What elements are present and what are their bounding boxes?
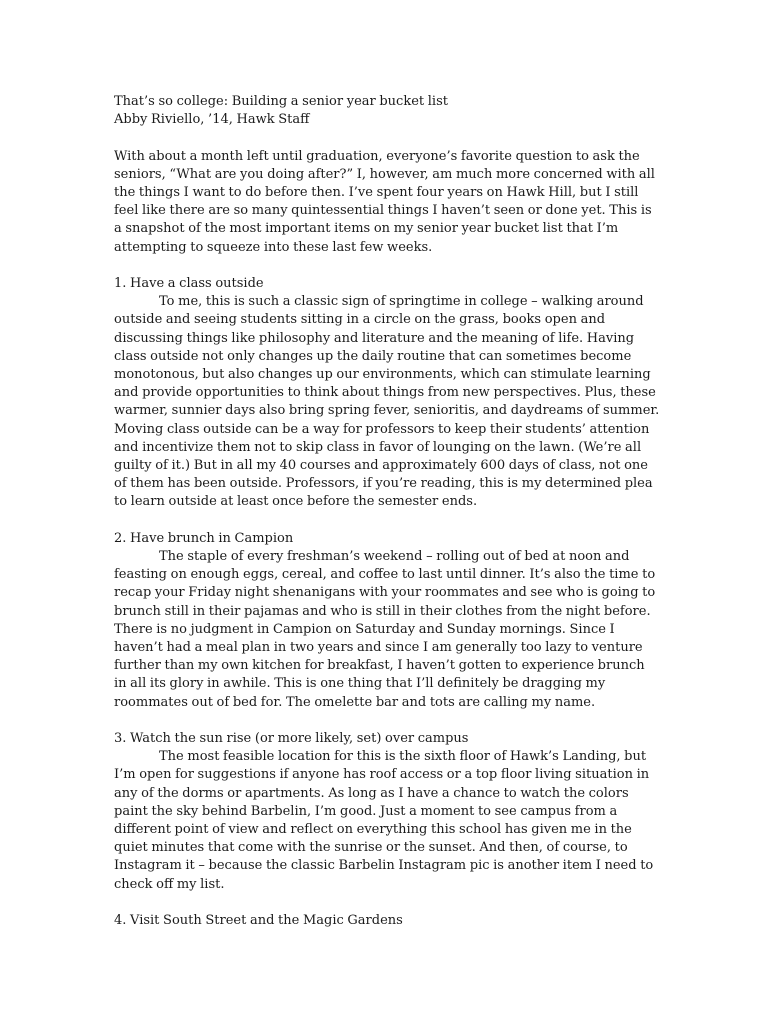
- spacer: [114, 512, 660, 530]
- article-title: That’s so college: Building a senior year bucket list: [114, 94, 448, 109]
- item-3-heading: 3. Watch the sun rise (or more likely, set) over campus: [114, 731, 469, 747]
- item-2-body: The staple of every freshman’s weekend – rolling out of bed at noon and feasting on enough eggs, cereal, and coffee to last until dinner. It’s also the time to recap your Friday night shenanigans with your roommates and see who is going to brunch still in their pajamas and who is still in their clothes from the night before. There is no judgment in Campion on Saturday and Sunday mornings. Since I haven’t had a meal plan in two years and since I am generally too lazy to venture further than my own kitchen for breakfast, I haven’t gotten to experience brunch in all its glory in awhile. This is one thing that I’ll definitely be dragging my roommates out of bed for. The omelette bar and tots are calling my name.: [114, 549, 656, 710]
- item-1-body: To me, this is such a classic sign of springtime in college – walking around outside and seeing students sitting in a circle on the grass, books open and discussing things like philosophy and literature and the meaning of life. Having class outside not only changes up the daily routine that can sometimes become monotonous, but also changes up our environments, which can stimulate learning and provide opportunities to think about things from new perspectives. Plus, these warmer, sunnier days also bring spring fever, senioritis, and daydreams of summer. Moving class outside can be a way for professors to keep their students’ attention and incentivize them not to skip class in favor of lounging on the lawn. (We’re all guilty of it.) But in all my 40 courses and approximately 600 days of class, not one of them has been outside. Professors, if you’re reading, this is my determined plea to learn outside at least once before the semester ends.: [114, 294, 660, 510]
- spacer: [114, 257, 660, 275]
- article-byline: Abby Riviello, ’14, Hawk Staff: [114, 112, 310, 128]
- item-1-heading: 1. Have a class outside: [114, 276, 264, 291]
- item-4-heading: 4. Visit South Street and the Magic Gardens: [114, 913, 403, 929]
- spacer: [114, 129, 660, 147]
- spacer: [114, 894, 660, 912]
- intro-paragraph: With about a month left until graduation, everyone’s favorite question to ask the seniors, “What are you doing after?” I, however, am much more concerned with all the things I want to do before then. I’ve spent four years on Hawk Hill, but I still feel like there are so many quintessential things I haven’t seen or done yet. This is a snapshot of the most important items on my senior year bucket list that I’m attempting to squeeze into these last few weeks.: [114, 148, 655, 255]
- item-2-heading: 2. Have brunch in Campion: [114, 530, 294, 546]
- spacer: [114, 712, 660, 730]
- item-3-body: The most feasible location for this is the sixth floor of Hawk’s Landing, but I’m open for suggestions if anyone has roof access or a top floor living situation in any of the dorms or apartments. As long as I have a chance to watch the colors paint the sky behind Barbelin, I’m good. Just a moment to see campus from a different point of view and reflect on everything this school has given me in the quiet minutes that come with the sunrise or the sunset. And then, of course, to Instagram it – because the classic Barbelin Instagram pic is another item I need to check off my list.: [114, 749, 654, 892]
- article: [114, 93, 660, 930]
